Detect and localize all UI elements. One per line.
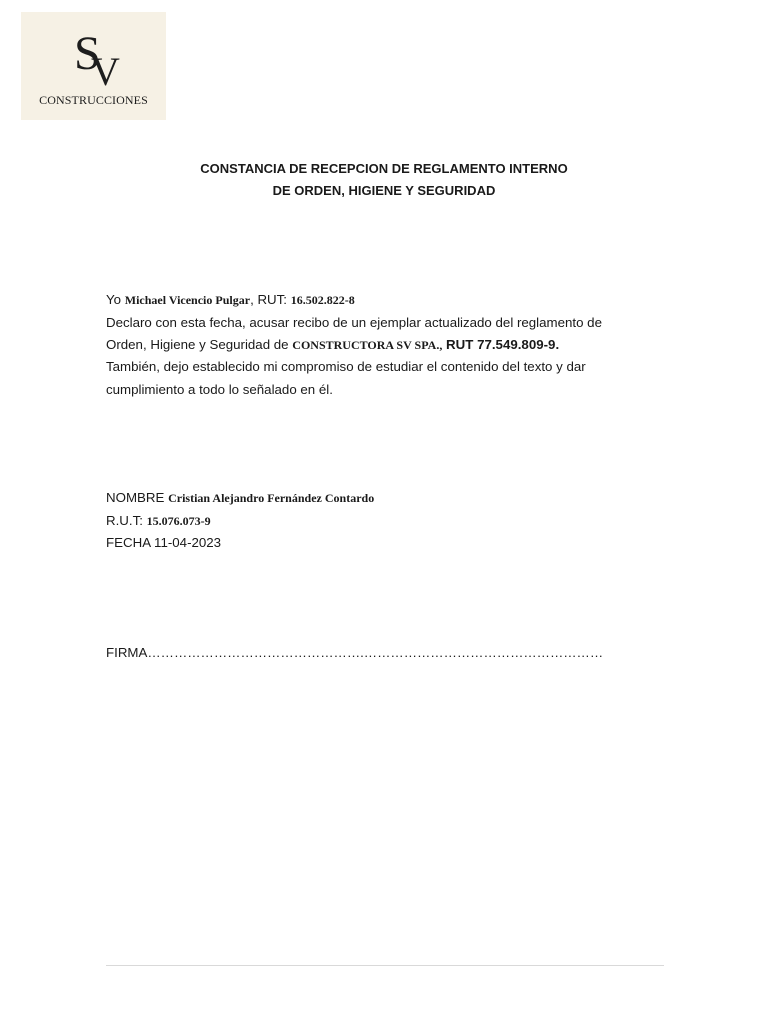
receiver-rut-label: R.U.T: xyxy=(106,513,143,528)
declaration-line-4: También, dejo establecido mi compromiso de estudiar el contenido del texto y dar xyxy=(106,359,586,374)
declaration-line-3 xyxy=(106,337,559,353)
employee-rut: 16.502.822-8 xyxy=(290,293,355,307)
yo-label: Yo xyxy=(106,292,122,307)
company-logo xyxy=(21,12,166,120)
document-title-line1: CONSTANCIA DE RECEPCION DE REGLAMENTO INTERNO xyxy=(200,161,568,176)
declaration-line-1 xyxy=(106,292,355,308)
document-title-line2: DE ORDEN, HIGIENE Y SEGURIDAD xyxy=(272,183,496,198)
receiver-rut: 15.076.073-9 xyxy=(146,514,211,528)
rut-label: , RUT: xyxy=(250,292,287,307)
footer-divider xyxy=(106,965,664,966)
fecha-value: 11-04-2023 xyxy=(154,535,222,550)
fecha-row xyxy=(106,535,221,550)
fecha-label: FECHA xyxy=(106,535,151,550)
declaration-line-5: cumplimiento a todo lo señalado en él. xyxy=(106,382,333,397)
company-name: CONSTRUCTORA SV SPA., xyxy=(292,338,443,352)
receiver-name: Cristian Alejandro Fernández Contardo xyxy=(168,491,375,505)
signature-line: FIRMA………………………………………….……………………………………………… xyxy=(106,645,604,660)
employee-name: Michael Vicencio Pulgar xyxy=(124,293,251,307)
nombre-label: NOMBRE xyxy=(106,490,165,505)
logo-letter-s: S xyxy=(74,27,101,80)
line3-prefix: Orden, Higiene y Seguridad de xyxy=(106,337,289,352)
declaration-line-2: Declaro con esta fecha, acusar recibo de un ejemplar actualizado del reglamento de xyxy=(106,315,602,330)
company-rut: RUT 77.549.809-9. xyxy=(446,337,560,352)
logo-letter-v: V xyxy=(91,49,120,94)
receiver-rut-row xyxy=(106,513,211,529)
receiver-name-row xyxy=(106,490,374,506)
logo-text: CONSTRUCCIONES xyxy=(39,93,148,107)
